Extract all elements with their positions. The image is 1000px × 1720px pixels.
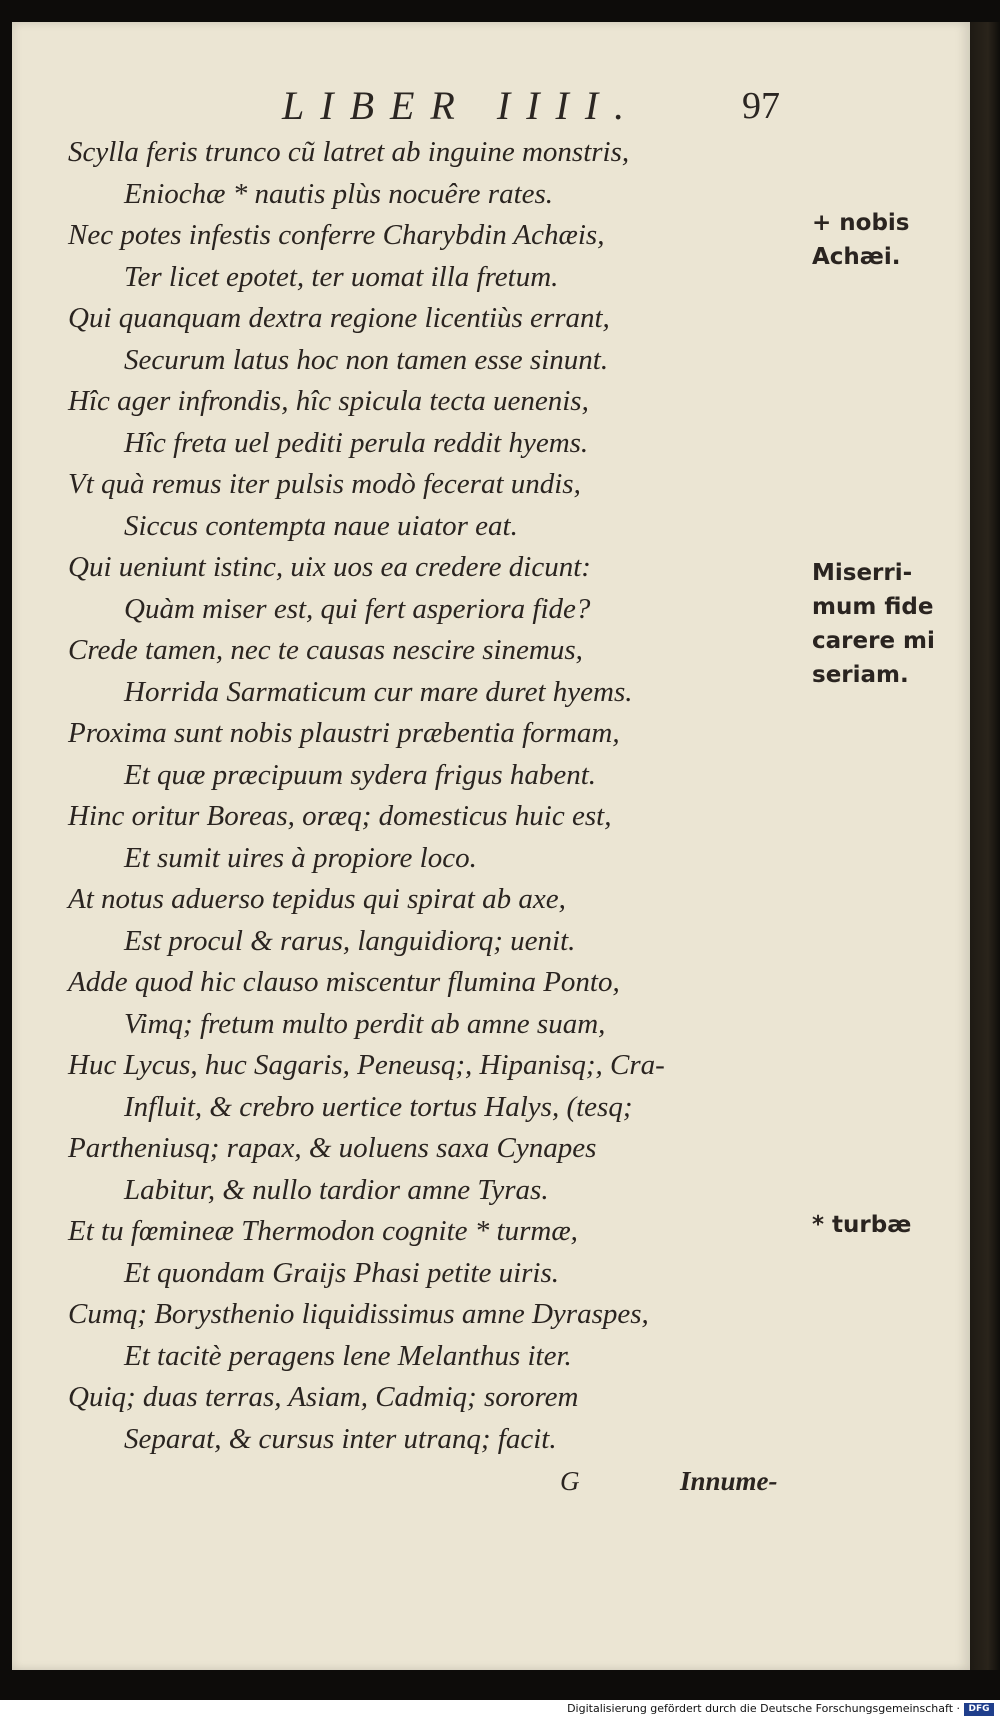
verse-line: Influit, & crebro uertice tortus Halys, (tesq; (124, 1090, 633, 1123)
marginal-note-line: seriam. (812, 662, 909, 688)
verse-line: Quiq; duas terras, Asiam, Cadmiq; sororem (68, 1381, 579, 1413)
verse-line: Siccus contempta naue uiator eat. (124, 509, 518, 542)
verse-line: Crede tamen, nec te causas nescire sinemus, (68, 634, 583, 666)
verse-line: Huc Lycus, huc Sagaris, Peneusq;, Hipanisq;, Cra- (68, 1049, 665, 1081)
marginal-note-turbae (812, 1208, 962, 1242)
verse-line: Hîc ager infrondis, hîc spicula tecta uenenis, (68, 385, 589, 417)
book-edge (970, 22, 1000, 1670)
funding-credit: Digitalisierung gefördert durch die Deutsche Forschungsgemeinschaft · (567, 1702, 960, 1715)
verse-line: Partheniusq; rapax, & uoluens saxa Cynapes (68, 1132, 597, 1164)
signature-mark: G (560, 1466, 580, 1496)
verse-line: Hinc oritur Boreas, oræq; domesticus huic est, (68, 800, 612, 832)
verse-line: Ter licet epotet, ter uomat illa fretum. (124, 260, 559, 293)
verse-line: Labitur, & nullo tardior amne Tyras. (124, 1173, 549, 1206)
running-head (12, 82, 970, 132)
marginal-note-line: * turbæ (812, 1212, 912, 1238)
verse-line: Securum latus hoc non tamen esse sinunt. (124, 343, 609, 376)
verse-line: Et quondam Graijs Phasi petite uiris. (124, 1256, 559, 1289)
verse-line: Proxima sunt nobis plaustri præbentia formam, (68, 717, 620, 749)
book-page (12, 22, 972, 1670)
verse-line: Separat, & cursus inter utranq; facit. (124, 1422, 557, 1455)
verse-line: Adde quod hic clauso miscentur flumina Ponto, (68, 966, 620, 998)
marginal-note-line: Achæi. (812, 244, 901, 270)
verse-line: Et sumit uires à propiore loco. (124, 841, 477, 874)
running-title: LIBER IIII. (282, 83, 641, 128)
marginal-note-line: Miserri- (812, 560, 913, 586)
verse-line: Nec potes infestis conferre Charybdin Achæis, (68, 219, 605, 251)
verse-line: At notus aduerso tepidus qui spirat ab axe, (68, 883, 566, 915)
verse-line: Scylla feris trunco cũ latret ab inguine monstris, (68, 136, 630, 168)
verse-line: Est procul & rarus, languidiorq; uenit. (124, 924, 576, 957)
verse-line: Qui quanquam dextra regione licentiùs errant, (68, 302, 610, 334)
verse-line: Cumq; Borysthenio liquidissimus amne Dyraspes, (68, 1298, 649, 1330)
verse-line: Qui ueniunt istinc, uix uos ea credere dicunt: (68, 551, 591, 583)
marginal-note-miserrimum (812, 556, 962, 692)
marginal-note-nobis (812, 206, 962, 274)
verse-line: Eniochæ * nautis plùs nocuêre rates. (124, 177, 554, 210)
verse-line: Quàm miser est, qui fert asperiora fide? (124, 592, 591, 625)
verse-line: Vt quà remus iter pulsis modò fecerat undis, (68, 468, 581, 500)
catch-line (12, 1466, 970, 1506)
verse-line: Hîc freta uel pediti perula reddit hyems. (124, 426, 589, 459)
marginal-note-line: mum fide (812, 594, 934, 620)
verse-line: Vimq; fretum multo perdit ab amne suam, (124, 1007, 606, 1040)
marginal-note-line: carere mi (812, 628, 935, 654)
verse-line: Et tu fœmineæ Thermodon cognite * turmæ, (68, 1215, 578, 1247)
verse-line: Horrida Sarmaticum cur mare duret hyems. (124, 675, 633, 708)
catchword: Innume- (680, 1466, 778, 1496)
page-number: 97 (742, 85, 780, 127)
verse-text (68, 132, 808, 1460)
verse-line: Et quæ præcipuum sydera frigus habent. (124, 758, 597, 791)
footer-bar (0, 1700, 1000, 1720)
verse-line: Et tacitè peragens lene Melanthus iter. (124, 1339, 572, 1372)
dfg-logo: DFG (964, 1703, 994, 1716)
marginal-note-line: + nobis (812, 210, 910, 236)
